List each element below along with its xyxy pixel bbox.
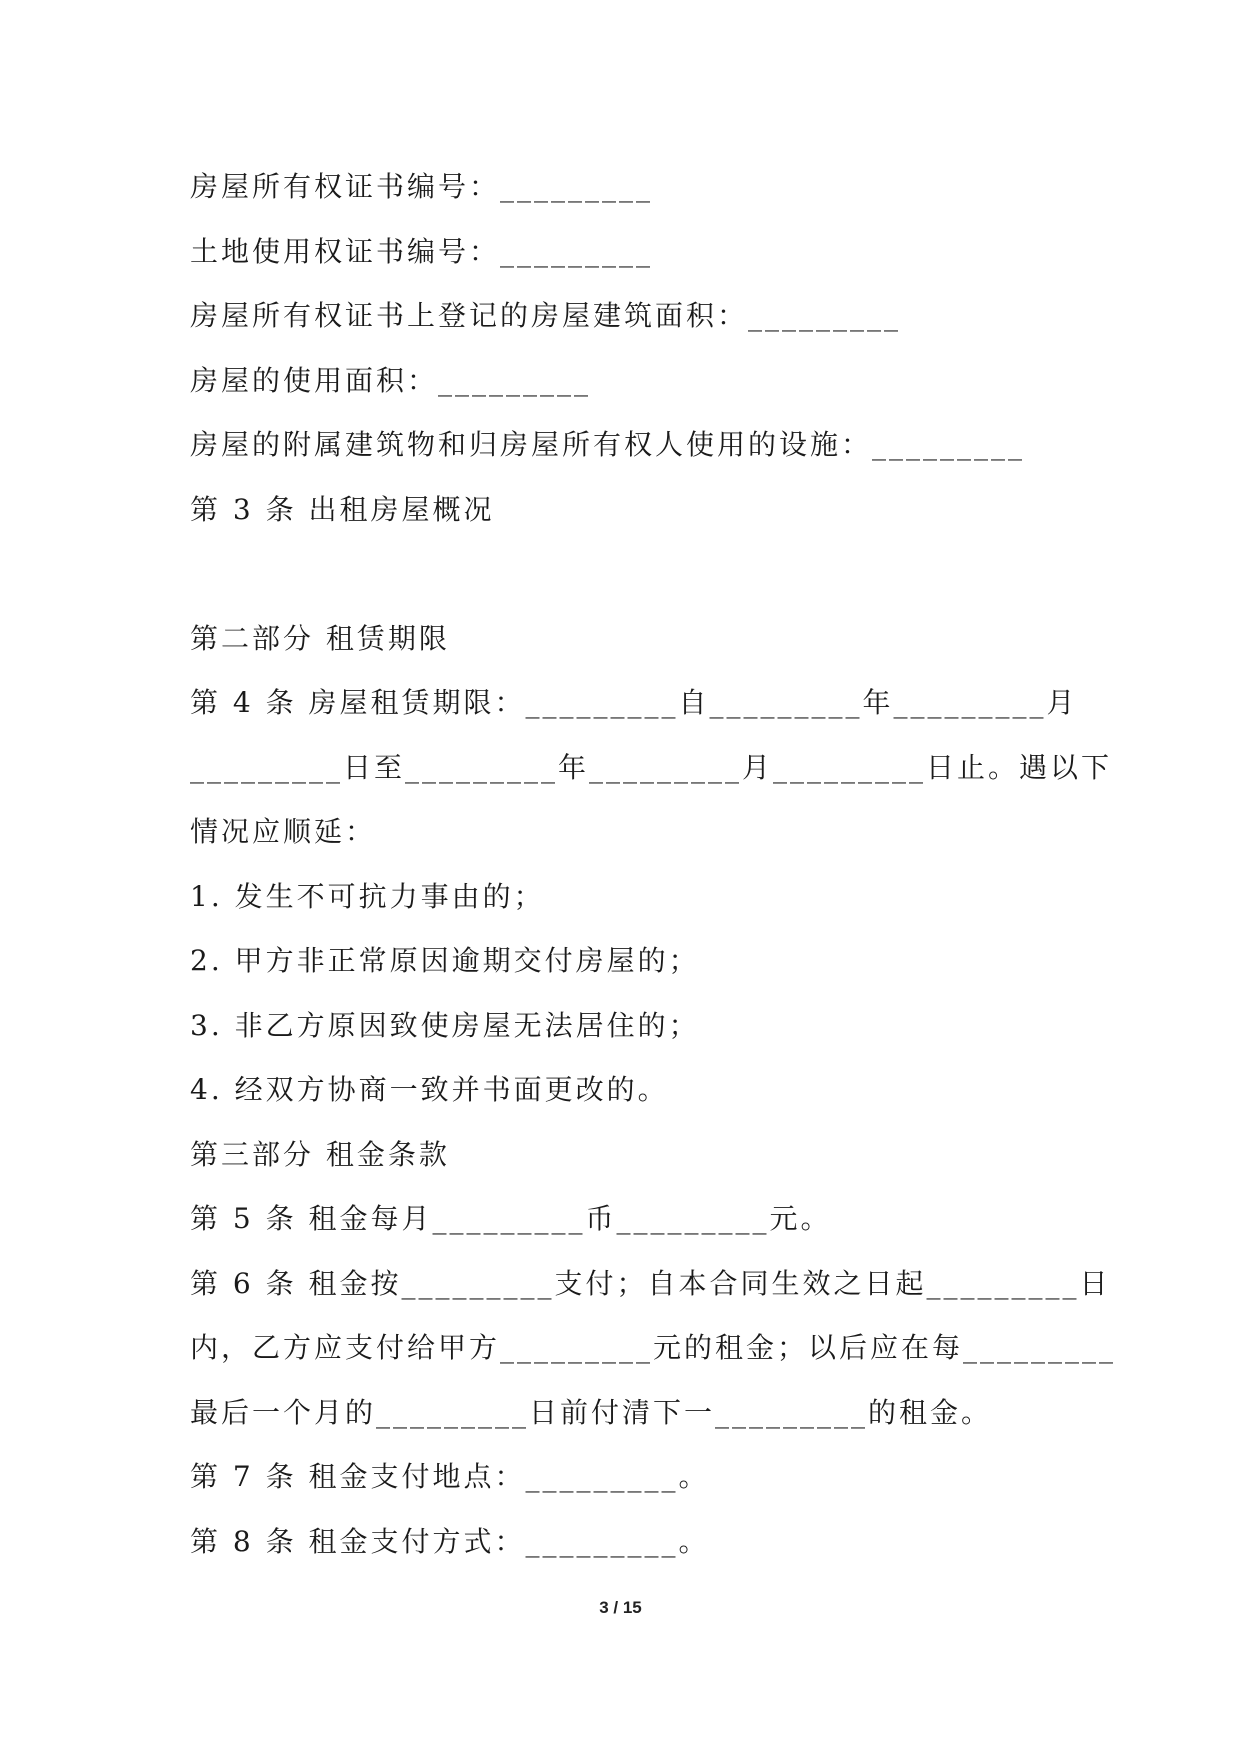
article-6-line-1: 第 6 条 租金按_________支付；自本合同生效之日起_________日 (190, 1266, 1111, 1300)
blank-line (190, 542, 1050, 607)
registered-floor-area: 房屋所有权证书上登记的房屋建筑面积：_________ (190, 299, 902, 332)
article-4-line-1: 第 4 条 房屋租赁期限：_________自_________年_________月 (190, 686, 1078, 719)
extension-item-1: 1. 发生不可抗力事由的； (190, 879, 545, 913)
part-2-heading: 第二部分 租赁期限 (190, 621, 450, 655)
article-8: 第 8 条 租金支付方式：_________。 (190, 1524, 710, 1558)
part-3-heading: 第三部分 租金条款 (190, 1137, 450, 1171)
property-certificate-number: 房屋所有权证书编号：_________ (190, 170, 654, 203)
article-6-line-3: 最后一个月的_________日前付清下一_________的租金。 (190, 1395, 993, 1429)
article-5: 第 5 条 租金每月_________币_________元。 (190, 1202, 832, 1235)
article-7: 第 7 条 租金支付地点：_________。 (190, 1460, 710, 1493)
document-body (190, 155, 1117, 1574)
article-4-line-3: 情况应顺延： (190, 815, 377, 848)
land-use-certificate-number: 土地使用权证书编号：_________ (190, 234, 654, 268)
usable-area: 房屋的使用面积：_________ (190, 363, 592, 397)
extension-item-4: 4. 经双方协商一致并书面更改的。 (190, 1073, 669, 1106)
article-4-line-2: _________日至_________年_________月_________日止。遇以下 (190, 750, 1113, 784)
ancillary-facilities: 房屋的附属建筑物和归房屋所有权人使用的设施：_________ (190, 428, 1026, 461)
article-3-heading: 第 3 条 出租房屋概况 (190, 492, 495, 526)
extension-item-2: 2. 甲方非正常原因逾期交付房屋的； (190, 944, 700, 977)
article-6-line-2: 内，乙方应支付给甲方_________元的租金；以后应在每_________ (190, 1331, 1117, 1364)
extension-item-3: 3. 非乙方原因致使房屋无法居住的； (190, 1008, 700, 1042)
page-number: 3 / 15 (599, 1598, 642, 1617)
